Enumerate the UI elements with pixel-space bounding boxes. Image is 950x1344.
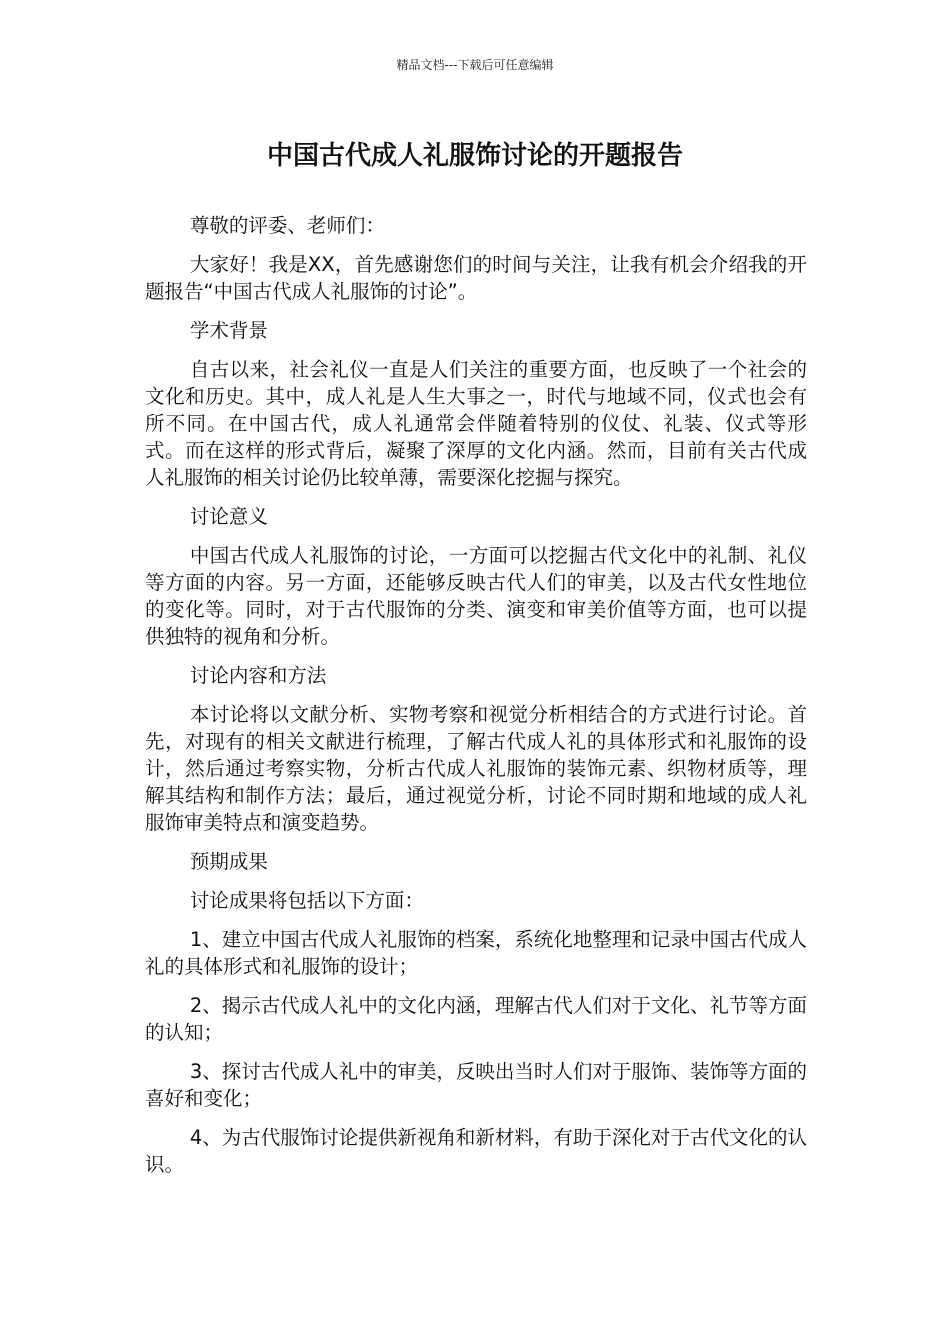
intro-paragraph: 大家好！我是XX，首先感谢您们的时间与关注，让我有机会介绍我的开题报告“中国古代成人礼服饰的讨论”。	[145, 253, 807, 303]
section-heading-background: 学术背景	[189, 319, 268, 342]
section-paragraph-significance: 中国古代成人礼服饰的讨论，一方面可以挖掘古代文化中的礼制、礼仪等方面的内容。另一方面，还能够反映古代人们的审美，以及古代女性地位的变化等。同时，对于古代服饰的分类、演变和审美价值等方面，也可以提供独特的视角和分析。	[145, 544, 807, 648]
section-heading-results: 预期成果	[189, 850, 268, 873]
section-paragraph-background: 自古以来，社会礼仪一直是人们关注的重要方面，也反映了一个社会的文化和历史。其中，成人礼是人生大事之一，时代与地域不同，仪式也会有所不同。在中国古代，成人礼通常会伴随着特别的仪仗、礼装、仪式等形式。而在这样的形式背后，凝聚了深厚的文化内涵。然而，目前有关古代成人礼服饰的相关讨论仍比较单薄，需要深化挖掘与探究。	[145, 358, 807, 489]
salutation: 尊敬的评委、老师们：	[189, 214, 385, 237]
section-heading-significance: 讨论意义	[189, 505, 268, 528]
document-body	[145, 212, 807, 1190]
results-item: 1、建立中国古代成人礼服饰的档案，系统化地整理和记录中国古代成人礼的具体形式和礼服饰的设计；	[145, 928, 807, 978]
section-heading-content-method: 讨论内容和方法	[189, 664, 327, 687]
results-item: 3、探讨古代成人礼中的审美，反映出当时人们对于服饰、装饰等方面的喜好和变化；	[145, 1060, 807, 1110]
section-paragraph-content-method: 本讨论将以文献分析、实物考察和视觉分析相结合的方式进行讨论。首先，对现有的相关文献进行梳理，了解古代成人礼的具体形式和礼服饰的设计，然后通过考察实物，分析古代成人礼服饰的装饰元素、织物材质等，理解其结构和制作方法；最后，通过视觉分析，讨论不同时期和地域的成人礼服饰审美特点和演变趋势。	[145, 703, 807, 834]
document-title: 中国古代成人礼服饰讨论的开题报告	[266, 141, 683, 171]
header-note: 精品文档---下载后可任意编辑	[396, 58, 554, 72]
results-item: 4、为古代服饰讨论提供新视角和新材料，有助于深化对于古代文化的认识。	[145, 1126, 807, 1176]
results-item: 2、揭示古代成人礼中的文化内涵，理解古代人们对于文化、礼节等方面的认知；	[145, 994, 807, 1044]
results-lead: 讨论成果将包括以下方面：	[189, 889, 424, 912]
